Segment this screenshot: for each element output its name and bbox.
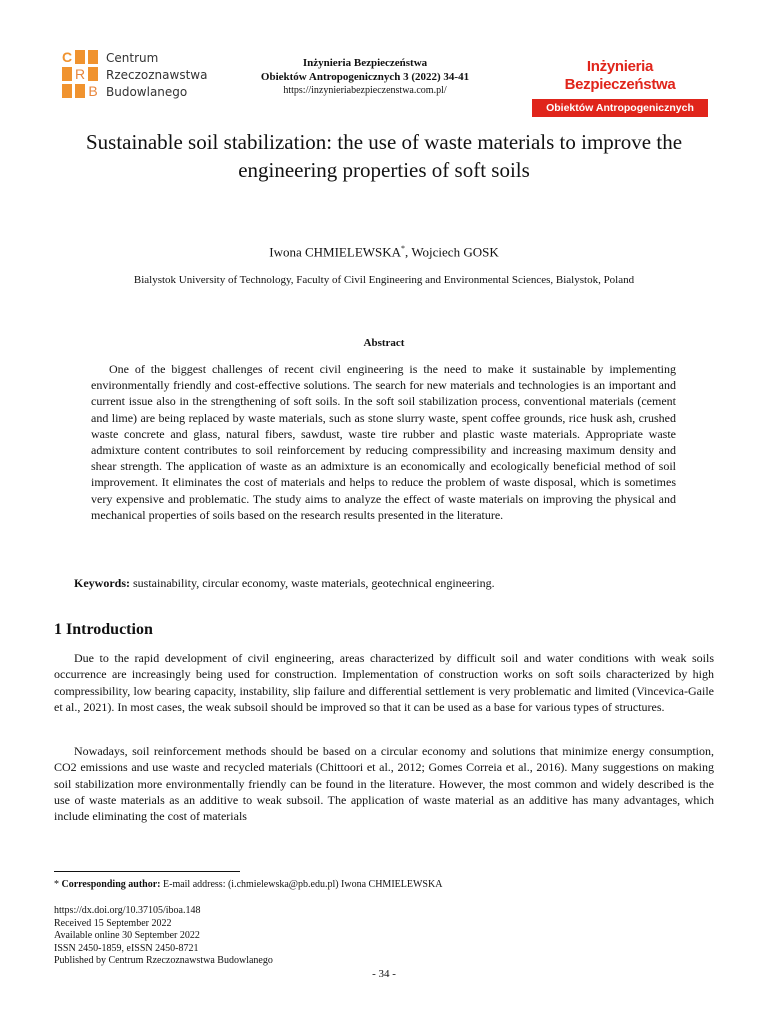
- journal-issue: Obiektów Antropogenicznych 3 (2022) 34-41: [260, 71, 470, 83]
- article-title: Sustainable soil stabilization: the use of waste materials to improve the engineering properties of soft soils: [85, 130, 683, 182]
- journal-header: [240, 56, 490, 97]
- corresponding-mark: *: [401, 244, 406, 253]
- publisher-line: Published by Centrum Rzeczoznawstwa Budowlanego: [54, 955, 273, 967]
- footnote-text: E-mail address: (i.chmielewska@pb.edu.pl) Iwona CHMIELEWSKA: [163, 879, 443, 890]
- crb-square: [75, 84, 85, 98]
- keywords-label: Keywords:: [74, 576, 130, 590]
- journal-brand-logo: [532, 58, 708, 117]
- crb-square: [62, 84, 72, 98]
- online-date: Available online 30 September 2022: [54, 930, 200, 942]
- publisher-name-line: Rzeczoznawstwa: [106, 68, 208, 82]
- body-paragraph: Nowadays, soil reinforcement methods should be based on a circular economy and solutions that minimize energy consumption, CO2 emissions and use waste and recycled materials (Chittoori et al., 2012; Gomes Correia et al., 2016). Many suggestions on making soil stabilization more environmentally friendly can be found in the literature. However, the most common and widely described is the use of waste materials as an additive to weak subsoil. The application of waste material as an additive has many advantages, which include eliminating the cost of materials: [54, 744, 714, 824]
- page-number: - 34 -: [372, 968, 396, 980]
- crb-square: [62, 67, 72, 81]
- section-heading: 1 Introduction: [54, 621, 153, 638]
- footnote: [54, 879, 442, 890]
- abstract-text: One of the biggest challenges of recent civil engineering is the need to make it sustainable by implementing environmentally friendly and cost-effective solutions. The search for new materials and technologies is an important and current issue also in the strengthening of soft soils. In the soft soil stabilization process, conventional materials (cement and lime) are being replaced by waste materials, such as stone slurry waste, spent coffee grounds, rice husk ash, crushed waste concrete and glass, natural fibers, sawdust, waste tire rubber and plastic waste materials. Appropriate waste admixture content contributes to soil reinforcement by reducing compressibility and increasing maximum density and shear strength. The application of waste as an admixture is an economically and ecologically beneficial method of soil improvement. It eliminates the cost of materials and helps to reduce the problem of waste disposal, which is sometimes very expensive and problematic. The study aims to analyze the effect of waste materials on improving the physical and mechanical properties of soils based on the research results presented in the literature.: [91, 362, 676, 522]
- crb-square: [75, 50, 85, 64]
- body-paragraph: Due to the rapid development of civil engineering, areas characterized by difficult soil and water conditions with weak soils occurrence are increasingly being used for construction. Implementation of construction works on soft soils characterized by high compressibility, low bearing capacity, instability, slip failure and differential settlement is very problematic and limited (Vincevica-Gaile et al., 2021). In most cases, the weak subsoil should be improved so that it can be used as a base for various types of structures.: [54, 651, 714, 714]
- keywords: [74, 576, 714, 591]
- author-separator: ,: [405, 244, 412, 260]
- publisher-name: [106, 50, 207, 101]
- publisher-name-line: Centrum: [106, 51, 159, 65]
- brand-line-1: Inżynieria Bezpieczeństwa: [564, 58, 676, 93]
- issn: ISSN 2450-1859, eISSN 2450-8721: [54, 942, 199, 954]
- journal-name: Inżynieria Bezpieczeństwa: [302, 57, 428, 69]
- crb-letter-c: C: [62, 49, 73, 65]
- publisher-logo: [62, 50, 207, 101]
- author-name: Iwona CHMIELEWSKA: [269, 244, 402, 260]
- affiliation: Bialystok University of Technology, Faculty of Civil Engineering and Environmental Sciences, Bialystok, Poland: [133, 274, 635, 286]
- footnote-label: Corresponding author:: [61, 879, 161, 890]
- footnote-divider: [54, 871, 240, 872]
- abstract-heading: Abstract: [363, 337, 405, 349]
- crb-square: [88, 67, 98, 81]
- article-metadata: [54, 905, 273, 968]
- author-name: Wojciech GOSK: [411, 244, 499, 260]
- crb-letter-b: B: [88, 83, 98, 99]
- keywords-list: sustainability, circular economy, waste materials, geotechnical engineering.: [133, 576, 495, 590]
- received-date: Received 15 September 2022: [54, 917, 172, 929]
- footnote-mark: *: [54, 879, 59, 890]
- crb-letter-r: R: [75, 66, 86, 82]
- doi-link[interactable]: https://dx.doi.org/10.37105/iboa.148: [54, 905, 201, 916]
- brand-line-2: Obiektów Antropogenicznych: [532, 99, 708, 117]
- crb-square: [88, 50, 98, 64]
- crb-mark: [62, 50, 98, 98]
- publisher-name-line: Budowlanego: [106, 85, 188, 99]
- authors: [0, 244, 768, 260]
- journal-url[interactable]: https://inzynieriabezpieczenstwa.com.pl/: [283, 85, 447, 96]
